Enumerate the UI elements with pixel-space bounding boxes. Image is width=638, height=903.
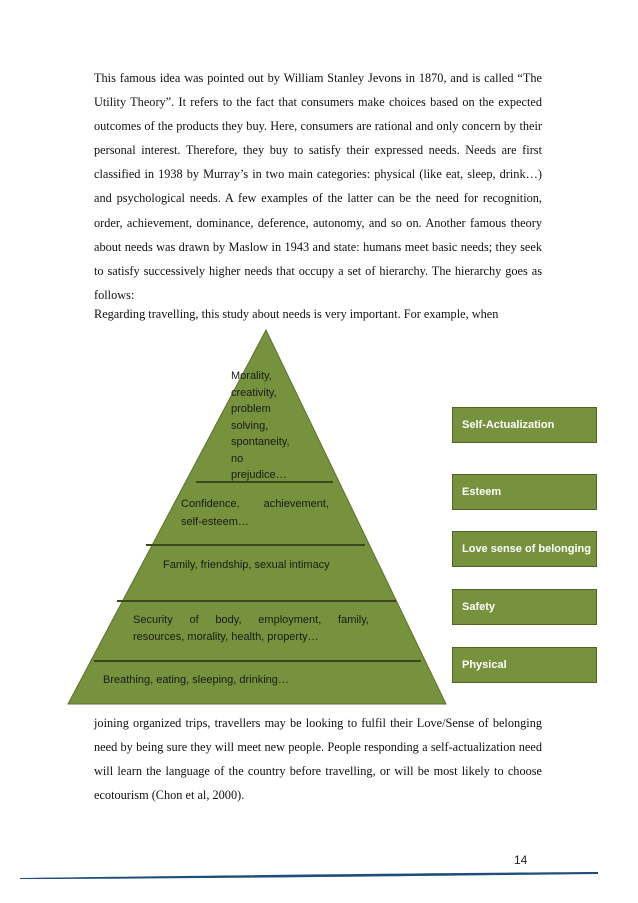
tier-top-line: prejudice… bbox=[231, 469, 287, 481]
footer-rule bbox=[20, 870, 600, 882]
tier-physiological-text: Breathing, eating, sleeping, drinking… bbox=[103, 674, 289, 686]
label-self-actualization: Self-Actualization bbox=[452, 407, 597, 443]
tier-esteem-text-line2: self-esteem… bbox=[181, 516, 249, 528]
tier-safety-text-line2: resources, morality, health, property… bbox=[133, 631, 319, 643]
tier-top-line: creativity, bbox=[231, 386, 277, 399]
label-physical: Physical bbox=[452, 647, 597, 683]
tier-top-line: Morality, bbox=[231, 370, 272, 382]
tier-top-line: spontaneity, bbox=[231, 436, 290, 448]
label-love-belonging: Love sense of belonging bbox=[452, 531, 597, 567]
label-safety: Safety bbox=[452, 589, 597, 625]
tier-love-text: Family, friendship, sexual intimacy bbox=[163, 559, 330, 571]
body-paragraph-utility-theory: This famous idea was pointed out by William Stanley Jevons in 1870, and is called “The Utility Theory”. It refers to the fact that consumers make choices based on the expected outcomes of the products they buy. Here, consumers are rational and only concern by their personal interest. Therefore, they buy to satisfy their expressed needs. Needs are first classified in 1938 by Murray’s in two main categories: physical (like eat, sleep, drink…) and psychological needs. A few examples of the latter can be the need for recognition, order, achievement, dominance, deference, autonomy, and so on. Another famous theory about needs was drawn by Maslow in 1943 and state: humans meet basic needs; they seek to satisfy successively higher needs that occupy a set of hierarchy. The hierarchy goes as follows: bbox=[94, 71, 542, 302]
tier-top-line: problem bbox=[231, 403, 271, 415]
footer-rule-stroke bbox=[20, 872, 598, 879]
body-paragraph-travelling-intro: Regarding travelling, this study about needs is very important. For example, when bbox=[94, 307, 499, 321]
body-paragraph-trips: joining organized trips, travellers may be looking to fulfil their Love/Sense of belonging need by being sure they will meet new people. People responding a self-actualization need will learn the language of the country before travelling, or will be most likely to choose ecotourism (Chon et al, 2000). bbox=[94, 716, 542, 803]
tier-safety-text-line1: Security of body, employment, family, bbox=[133, 614, 369, 626]
tier-esteem-text-line1: Confidence, achievement, bbox=[181, 498, 329, 510]
page-number: 14 bbox=[514, 853, 528, 867]
tier-top-line: no bbox=[231, 452, 244, 465]
label-esteem: Esteem bbox=[452, 474, 597, 510]
tier-top-line: solving, bbox=[231, 419, 269, 432]
tier-self-actualization-text bbox=[231, 368, 313, 484]
